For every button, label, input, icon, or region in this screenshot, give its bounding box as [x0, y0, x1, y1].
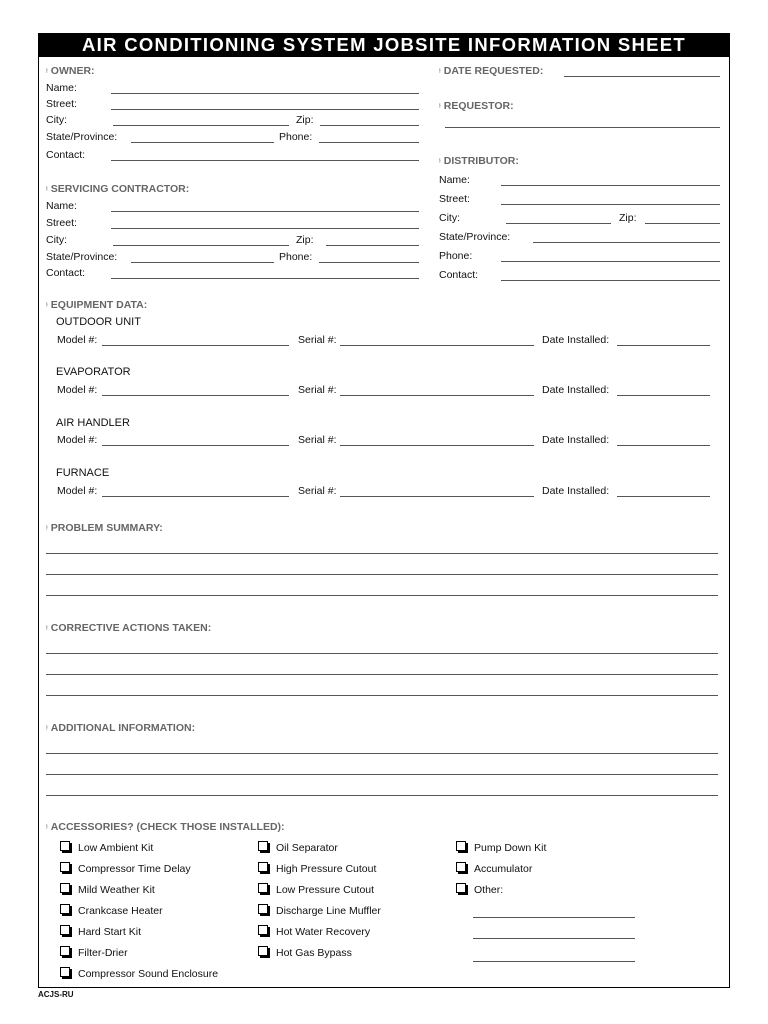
- contractor-city-label: City:: [46, 234, 67, 246]
- contractor-name-field[interactable]: [111, 211, 419, 212]
- contractor-contact-label: Contact:: [46, 267, 86, 279]
- additional-info-line[interactable]: [46, 795, 718, 796]
- bullet-icon: ⫮: [46, 824, 48, 831]
- bullet-icon: ⫮: [46, 302, 48, 309]
- furnace-serial-field[interactable]: [340, 496, 534, 497]
- additional-info-line[interactable]: [46, 753, 718, 754]
- owner-zip-field[interactable]: [320, 125, 419, 126]
- accessory-checkbox[interactable]: Mild Weather Kit: [60, 883, 155, 896]
- problem-summary-line[interactable]: [46, 595, 718, 596]
- accessory-checkbox[interactable]: Crankcase Heater: [60, 904, 163, 917]
- equipment-unit-title: OUTDOOR UNIT: [56, 316, 141, 328]
- date-installed-label: Date Installed:: [542, 485, 610, 497]
- problem-summary-heading: ⫮ PROBLEM SUMMARY:: [46, 522, 163, 534]
- distributor-name-label: Name:: [439, 174, 470, 186]
- accessory-checkbox[interactable]: Low Ambient Kit: [60, 841, 153, 854]
- bullet-icon: ⫮: [439, 103, 441, 110]
- outdoor-model-field[interactable]: [102, 345, 289, 346]
- air-handler-model-field[interactable]: [102, 445, 289, 446]
- serial-label: Serial #:: [298, 384, 337, 396]
- additional-info-line[interactable]: [46, 774, 718, 775]
- date-installed-label: Date Installed:: [542, 434, 610, 446]
- checkbox-icon[interactable]: [456, 862, 466, 872]
- distributor-zip-field[interactable]: [645, 223, 720, 224]
- checkbox-icon[interactable]: [60, 904, 70, 914]
- owner-state-label: State/Province:: [46, 131, 118, 143]
- accessories-heading: ⫮ ACCESSORIES? (CHECK THOSE INSTALLED):: [46, 821, 285, 833]
- model-label: Model #:: [57, 485, 98, 497]
- owner-city-field[interactable]: [113, 125, 289, 126]
- checkbox-icon[interactable]: [456, 883, 466, 893]
- furnace-date-field[interactable]: [617, 496, 710, 497]
- serial-label: Serial #:: [298, 334, 337, 346]
- distributor-contact-field[interactable]: [501, 280, 720, 281]
- bullet-icon: ⫮: [46, 68, 48, 75]
- distributor-street-field[interactable]: [501, 204, 720, 205]
- owner-state-field[interactable]: [131, 142, 274, 143]
- distributor-city-field[interactable]: [506, 223, 611, 224]
- owner-city-label: City:: [46, 114, 67, 126]
- equipment-unit-title: AIR HANDLER: [56, 417, 130, 429]
- accessory-checkbox[interactable]: Other:: [456, 883, 503, 896]
- contractor-state-field[interactable]: [131, 262, 274, 263]
- accessory-checkbox[interactable]: Discharge Line Muffler: [258, 904, 381, 917]
- date-requested-heading: ⫮ DATE REQUESTED:: [439, 65, 544, 77]
- accessory-checkbox[interactable]: Compressor Time Delay: [60, 862, 191, 875]
- contractor-city-field[interactable]: [113, 245, 289, 246]
- outdoor-date-field[interactable]: [617, 345, 710, 346]
- evaporator-model-field[interactable]: [102, 395, 289, 396]
- owner-street-label: Street:: [46, 98, 77, 110]
- distributor-state-label: State/Province:: [439, 231, 511, 243]
- bullet-icon: ⫮: [439, 158, 441, 165]
- owner-contact-field[interactable]: [111, 160, 419, 161]
- other-accessory-line[interactable]: [473, 961, 635, 962]
- requestor-field[interactable]: [445, 127, 720, 128]
- checkbox-icon[interactable]: [60, 946, 70, 956]
- contractor-name-label: Name:: [46, 200, 77, 212]
- evaporator-date-field[interactable]: [617, 395, 710, 396]
- corrective-actions-line[interactable]: [46, 653, 718, 654]
- owner-name-label: Name:: [46, 82, 77, 94]
- owner-zip-label: Zip:: [296, 114, 314, 126]
- distributor-phone-field[interactable]: [501, 261, 720, 262]
- other-accessory-line[interactable]: [473, 917, 635, 918]
- owner-name-field[interactable]: [111, 93, 419, 94]
- form-code: ACJS-RU: [38, 990, 74, 999]
- bullet-icon: ⫮: [46, 525, 48, 532]
- serial-label: Serial #:: [298, 485, 337, 497]
- model-label: Model #:: [57, 334, 98, 346]
- contractor-street-label: Street:: [46, 217, 77, 229]
- equipment-unit-title: FURNACE: [56, 467, 110, 479]
- contractor-state-label: State/Province:: [46, 251, 118, 263]
- accessory-checkbox[interactable]: Filter-Drier: [60, 946, 128, 959]
- model-label: Model #:: [57, 434, 98, 446]
- distributor-state-field[interactable]: [533, 242, 720, 243]
- contractor-zip-field[interactable]: [326, 245, 419, 246]
- evaporator-serial-field[interactable]: [340, 395, 534, 396]
- additional-info-heading: ⫮ ADDITIONAL INFORMATION:: [46, 722, 196, 734]
- checkbox-icon[interactable]: [258, 862, 268, 872]
- accessory-checkbox[interactable]: Compressor Sound Enclosure: [60, 967, 218, 980]
- accessory-checkbox[interactable]: Hot Gas Bypass: [258, 946, 352, 959]
- accessory-checkbox[interactable]: Hot Water Recovery: [258, 925, 370, 938]
- air-handler-date-field[interactable]: [617, 445, 710, 446]
- equipment-unit-title: EVAPORATOR: [56, 366, 131, 378]
- checkbox-icon[interactable]: [60, 925, 70, 935]
- owner-heading: ⫮ OWNER:: [46, 65, 95, 77]
- distributor-zip-label: Zip:: [619, 212, 637, 224]
- checkbox-icon[interactable]: [60, 862, 70, 872]
- accessory-checkbox[interactable]: Low Pressure Cutout: [258, 883, 374, 896]
- corrective-actions-line[interactable]: [46, 674, 718, 675]
- bullet-icon: ⫮: [46, 186, 48, 193]
- owner-phone-field[interactable]: [319, 142, 419, 143]
- model-label: Model #:: [57, 384, 98, 396]
- requestor-heading: ⫮ REQUESTOR:: [439, 100, 514, 112]
- checkbox-icon[interactable]: [258, 946, 268, 956]
- outdoor-serial-field[interactable]: [340, 345, 534, 346]
- date-requested-field[interactable]: [564, 76, 720, 77]
- contractor-heading: ⫮ SERVICING CONTRACTOR:: [46, 183, 190, 195]
- checkbox-icon[interactable]: [456, 841, 466, 851]
- distributor-phone-label: Phone:: [439, 250, 473, 262]
- checkbox-icon[interactable]: [60, 883, 70, 893]
- corrective-actions-line[interactable]: [46, 695, 718, 696]
- bullet-icon: ⫮: [46, 625, 48, 632]
- air-handler-serial-field[interactable]: [340, 445, 534, 446]
- distributor-city-label: City:: [439, 212, 460, 224]
- checkbox-icon[interactable]: [258, 841, 268, 851]
- problem-summary-line[interactable]: [46, 553, 718, 554]
- bullet-icon: ⫮: [439, 68, 441, 75]
- bullet-icon: ⫮: [46, 725, 48, 732]
- page-title: AIR CONDITIONING SYSTEM JOBSITE INFORMATION SHEET: [38, 33, 730, 57]
- date-installed-label: Date Installed:: [542, 384, 610, 396]
- checkbox-icon[interactable]: [258, 925, 268, 935]
- owner-contact-label: Contact:: [46, 149, 86, 161]
- accessory-checkbox[interactable]: Oil Separator: [258, 841, 338, 854]
- other-accessory-line[interactable]: [473, 938, 635, 939]
- accessory-checkbox[interactable]: High Pressure Cutout: [258, 862, 376, 875]
- distributor-contact-label: Contact:: [439, 269, 479, 281]
- distributor-heading: ⫮ DISTRIBUTOR:: [439, 155, 519, 167]
- furnace-model-field[interactable]: [102, 496, 289, 497]
- contractor-street-field[interactable]: [111, 228, 419, 229]
- contractor-phone-field[interactable]: [319, 262, 419, 263]
- problem-summary-line[interactable]: [46, 574, 718, 575]
- checkbox-icon[interactable]: [258, 904, 268, 914]
- date-installed-label: Date Installed:: [542, 334, 610, 346]
- contractor-phone-label: Phone:: [279, 251, 313, 263]
- distributor-name-field[interactable]: [501, 185, 720, 186]
- checkbox-icon[interactable]: [60, 967, 70, 977]
- accessory-checkbox[interactable]: Pump Down Kit: [456, 841, 546, 854]
- checkbox-icon[interactable]: [60, 841, 70, 851]
- serial-label: Serial #:: [298, 434, 337, 446]
- distributor-street-label: Street:: [439, 193, 470, 205]
- contractor-zip-label: Zip:: [296, 234, 314, 246]
- equipment-heading: ⫮ EQUIPMENT DATA:: [46, 299, 148, 311]
- checkbox-icon[interactable]: [258, 883, 268, 893]
- accessory-checkbox[interactable]: Hard Start Kit: [60, 925, 141, 938]
- contractor-contact-field[interactable]: [111, 278, 419, 279]
- owner-phone-label: Phone:: [279, 131, 313, 143]
- owner-street-field[interactable]: [111, 109, 419, 110]
- accessory-checkbox[interactable]: Accumulator: [456, 862, 532, 875]
- corrective-actions-heading: ⫮ CORRECTIVE ACTIONS TAKEN:: [46, 622, 212, 634]
